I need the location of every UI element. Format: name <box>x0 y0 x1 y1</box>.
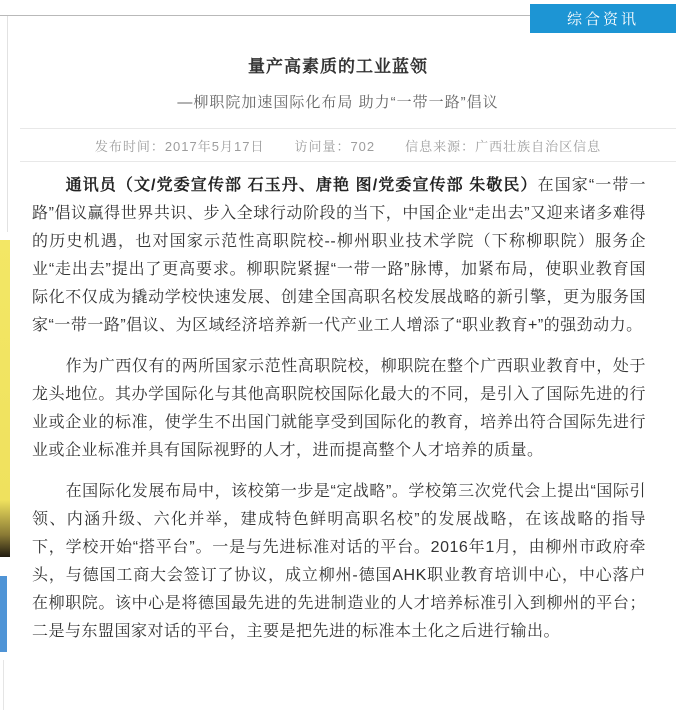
paragraph-2-text: 作为广西仅有的两所国家示范性高职院校，柳职院在整个广西职业教育中，处于龙头地位。其办学国际化与其他高职院校国际化最大的不同，是引入了国际先进的行业或企业的标准，使学生不出国门就能享受到国际化的教育，培养出符合国际先进行业或企业标准并具有国际视野的人才，进而提高整个人才培养的质量。 <box>32 358 646 459</box>
article-subtitle: —柳职院加速国际化布局 助力“一带一路”倡议 <box>177 94 499 111</box>
visit-count-label: 访问量：702 <box>294 138 376 154</box>
article-title: 量产高素质的工业蓝领 <box>248 57 428 76</box>
paragraph-2 <box>32 353 646 465</box>
publish-time-label: 发布时间：2017年5月17日 <box>94 138 265 154</box>
paragraph-3-text: 在国际化发展布局中，该校第一步是“定战略”。学校第三次党代会上提出“国际引领、内涵升级、六化并举，建成特色鲜明高职名校”的发展战略，在该战略的指导下，学校开始“搭平台”。一是与先进标准对话的平台。2016年1月，由柳州市政府牵头，与德国工商大会签订了协议，成立柳州-德国AHK职业教育培训中心，中心落户在柳职院。该中心是将德国最先进的先进制造业的人才培养标准引入到柳州的平台；二是与东盟国家对话的平台，主要是把先进的标准本土化之后进行输出。 <box>32 483 646 640</box>
article-body <box>0 162 676 646</box>
correspondent-credit: 通讯员（文/党委宣传部 石玉丹、唐艳 图/党委宣传部 朱敬民） <box>65 177 538 194</box>
paragraph-1-text: 在国家“一带一路”倡议赢得世界共识、步入全球行动阶段的当下，中国企业“走出去”又迎来诸多难得的历史机遇，也对国家示范性高职院校--柳州职业技术学院（下称柳职院）服务企业“走出去”提出了更高要求。柳职院紧握“一带一路”脉博，加紧布局，使职业教育国际化不仅成为撬动学校快速发展、创建全国高职名校发展战略的新引擎，更为服务国家“一带一路”倡议、为区域经济培养新一代产业工人增添了“职业教育+”的强劲动力。 <box>32 177 646 334</box>
left-edge-line-bottom <box>3 660 4 710</box>
category-tab-news[interactable]: 综合资讯 <box>530 4 676 33</box>
article-meta-bar <box>20 128 676 162</box>
paragraph-1 <box>32 172 646 340</box>
paragraph-3 <box>32 478 646 646</box>
info-source-label: 信息来源：广西壮族自治区信息 <box>405 138 602 154</box>
